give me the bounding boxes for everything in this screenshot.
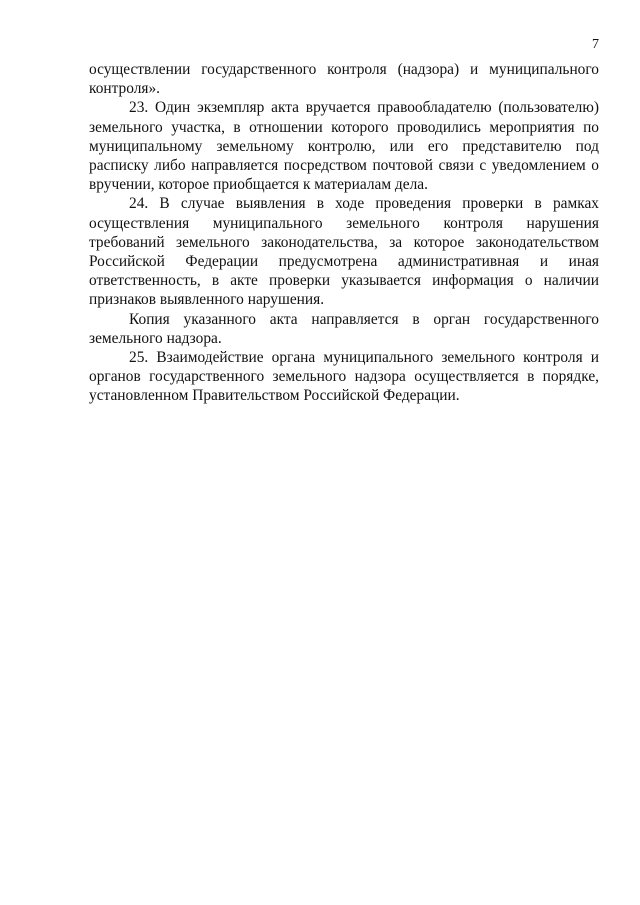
page-number: 7 [592, 37, 599, 52]
paragraph-25: 25. Взаимодействие органа муниципального земельного контроля и органов государственного земельного надзора осуществляется в порядке, установленном Правительством Российской Федерации. [89, 349, 599, 405]
paragraph-copy-of-act: Копия указанного акта направляется в орган государственного земельного надзора. [89, 310, 599, 347]
paragraph-continuation: осуществлении государственного контроля (надзора) и муниципального контроля». [89, 61, 599, 98]
document-body [89, 60, 599, 406]
paragraph-24: 24. В случае выявления в ходе проведения проверки в рамках осуществления муниципального земельного контроля нарушения требований земельного законодательства, за которое законодательством Российской Федерации предусмотрена административная и иная ответственность, в акте проверки указывается информация о наличии признаков выявленного нарушения. [89, 195, 599, 309]
paragraph-23: 23. Один экземпляр акта вручается правообладателю (пользователю) земельного участка, в отношении которого проводились мероприятия по муниципальному земельному контролю, или его представителю под расписку либо направляется посредством почтовой связи с уведомлением о вручении, которое приобщается к материалам дела. [89, 99, 599, 194]
